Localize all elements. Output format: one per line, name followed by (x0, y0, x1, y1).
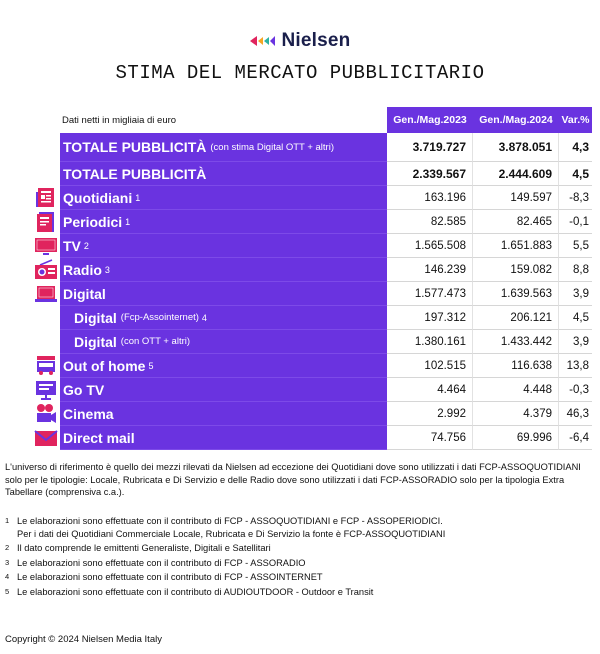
footnote-text (17, 586, 595, 599)
footnote-item (5, 586, 595, 599)
value-var: 4,3 (559, 133, 592, 162)
row-label (60, 258, 387, 282)
row-label-main: TV (63, 237, 81, 254)
row-footnote-ref: 1 (125, 216, 131, 227)
screen-icon (34, 379, 58, 401)
row-label-main: Cinema (63, 405, 114, 422)
table-row (60, 186, 592, 210)
header-2023: Gen./Mag.2023 (387, 107, 473, 133)
footnote-line: Per i dati dei Quotidiani Commerciale Locale, Rubricata e Di Servizio la fonte è FCP-ASSOQUOTIDIANI (17, 528, 446, 539)
table-row (60, 162, 592, 186)
row-footnote-ref: 2 (83, 240, 89, 251)
row-footnote-ref: 5 (148, 360, 154, 371)
brand-name: Nielsen (281, 30, 351, 51)
value-2023: 146.239 (387, 258, 473, 282)
footnote-number: 1 (5, 516, 10, 525)
row-footnote-ref: 1 (135, 192, 141, 203)
tv-icon (34, 235, 58, 257)
value-2023: 1.380.161 (387, 330, 473, 354)
value-var: -8,3 (559, 186, 592, 210)
market-table (60, 107, 592, 450)
row-footnote-ref: 3 (104, 264, 110, 275)
value-2024: 4.379 (473, 402, 559, 426)
row-label-main: TOTALE PUBBLICITÀ (63, 165, 207, 182)
row-label-main: Radio (63, 261, 102, 278)
row-label (60, 330, 387, 354)
row-label (60, 282, 387, 306)
value-var: -0,3 (559, 378, 592, 402)
table-row (60, 306, 592, 330)
row-label-main: Digital (74, 333, 117, 350)
row-label (60, 354, 387, 378)
value-2023: 1.577.473 (387, 282, 473, 306)
footnote-line: Il dato comprende le emittenti Generaliste, Digitali e Satellitari (17, 543, 271, 553)
row-label-main: TOTALE PUBBLICITÀ (63, 139, 207, 155)
value-var: 5,5 (559, 234, 592, 258)
footnote-line: Le elaborazioni sono effettuate con il contributo di FCP - ASSORADIO (17, 557, 306, 568)
camera-icon (34, 403, 58, 425)
table-row (60, 354, 592, 378)
footnote-text (17, 557, 595, 570)
row-label-sub: (Fcp-Assointernet) (120, 312, 199, 323)
nielsen-logo (0, 30, 600, 52)
footnote-line: Le elaborazioni sono effettuate con il contributo di FCP - ASSOINTERNET (17, 572, 323, 582)
value-2023: 82.585 (387, 210, 473, 234)
footnote-text (17, 542, 595, 555)
table-body (60, 133, 592, 450)
footnote-number: 4 (5, 572, 10, 581)
row-label (60, 210, 387, 234)
envelope-icon (34, 427, 58, 449)
value-2024: 1.433.442 (473, 330, 559, 354)
value-var: 46,3 (559, 402, 592, 426)
value-var: 4,5 (559, 306, 592, 330)
table-row (60, 210, 592, 234)
value-2024: 206.121 (473, 306, 559, 330)
footnote-number: 5 (5, 586, 10, 596)
value-2024: 159.082 (473, 258, 559, 282)
value-2024: 1.651.883 (473, 234, 559, 258)
footnotes (5, 515, 595, 600)
value-2023: 3.719.727 (387, 133, 473, 162)
table-row (60, 282, 592, 306)
value-2024: 149.597 (473, 186, 559, 210)
row-label (60, 402, 387, 426)
value-2023: 197.312 (387, 306, 473, 330)
row-label (60, 162, 387, 186)
value-2024: 69.996 (473, 426, 559, 450)
value-var: -0,1 (559, 210, 592, 234)
value-var: 13,8 (559, 354, 592, 378)
row-label-main: Quotidiani (63, 189, 133, 206)
row-footnote-ref: 4 (201, 312, 207, 323)
value-2023: 102.515 (387, 354, 473, 378)
laptop-icon (34, 283, 58, 305)
row-label (60, 133, 387, 162)
value-2023: 2.992 (387, 402, 473, 426)
row-label (60, 234, 387, 258)
table-row (60, 426, 592, 450)
row-label (60, 426, 387, 450)
table-row (60, 133, 592, 162)
table-row (60, 258, 592, 282)
copyright: Copyright © 2024 Nielsen Media Italy (5, 634, 162, 645)
nielsen-logo-mark-icon (250, 34, 276, 48)
row-label-main: Digital (63, 285, 106, 302)
value-var: -6,4 (559, 426, 592, 450)
newspaper-icon (34, 187, 58, 209)
value-var: 8,8 (559, 258, 592, 282)
value-2023: 4.464 (387, 378, 473, 402)
units-note: Dati netti in migliaia di euro (62, 115, 177, 126)
value-2023: 1.565.508 (387, 234, 473, 258)
row-label-sub: (con stima Digital OTT + altri) (210, 141, 334, 153)
footnote-text (17, 515, 595, 540)
value-2024: 82.465 (473, 210, 559, 234)
bus-icon (34, 355, 58, 377)
footnote-line: Le elaborazioni sono effettuate con il contributo di FCP - ASSOQUOTIDIANI e FCP - ASSOPERIODICI. (17, 516, 443, 526)
universe-note: L'universo di riferimento è quello dei mezzi rilevati da Nielsen ad eccezione dei Quotidiani dove sono utilizzati i dati FCP-ASSOQUOTIDIANI solo per le tipologie: Locale, Rubricata e Di Servizio e delle Radio dove sono utilizzati i dati FCP-ASSORADIO solo per la tipologia Extra Tabellare (comprensiva c.a.). (5, 462, 581, 497)
row-label-main: Out of home (63, 357, 146, 374)
row-label-main: Go TV (63, 381, 105, 398)
table-header (60, 107, 592, 133)
table-row (60, 330, 592, 354)
value-2024: 4.448 (473, 378, 559, 402)
row-label (60, 378, 387, 402)
header-2024: Gen./Mag.2024 (473, 107, 559, 133)
radio-icon (34, 259, 58, 281)
row-label-sub: (con OTT + altri) (120, 336, 191, 347)
value-2024: 1.639.563 (473, 282, 559, 306)
table-row (60, 402, 592, 426)
footnote-item (5, 571, 595, 584)
magazine-icon (34, 211, 58, 233)
table-row (60, 234, 592, 258)
row-label-main: Periodici (63, 213, 123, 230)
footnote-number: 2 (5, 543, 10, 552)
row-label (60, 306, 387, 330)
row-label-main: Digital (74, 309, 117, 326)
value-2024: 2.444.609 (473, 162, 559, 186)
footnote-item (5, 557, 595, 570)
value-2024: 3.878.051 (473, 133, 559, 162)
value-2024: 116.638 (473, 354, 559, 378)
row-label (60, 186, 387, 210)
footnote-item (5, 542, 595, 555)
page-title: STIMA DEL MERCATO PUBBLICITARIO (115, 62, 485, 84)
value-2023: 74.756 (387, 426, 473, 450)
value-2023: 2.339.567 (387, 162, 473, 186)
value-var: 4,5 (559, 162, 592, 186)
table-row (60, 378, 592, 402)
row-label-main: Direct mail (63, 429, 135, 446)
value-var: 3,9 (559, 282, 592, 306)
footnote-text (17, 571, 595, 584)
value-var: 3,9 (559, 330, 592, 354)
header-var: Var.% (559, 107, 592, 133)
footnote-item (5, 515, 595, 540)
footnote-line: Le elaborazioni sono effettuate con il contributo di AUDIOUTDOOR - Outdoor e Transit (17, 586, 374, 597)
footnote-number: 3 (5, 557, 10, 567)
value-2023: 163.196 (387, 186, 473, 210)
